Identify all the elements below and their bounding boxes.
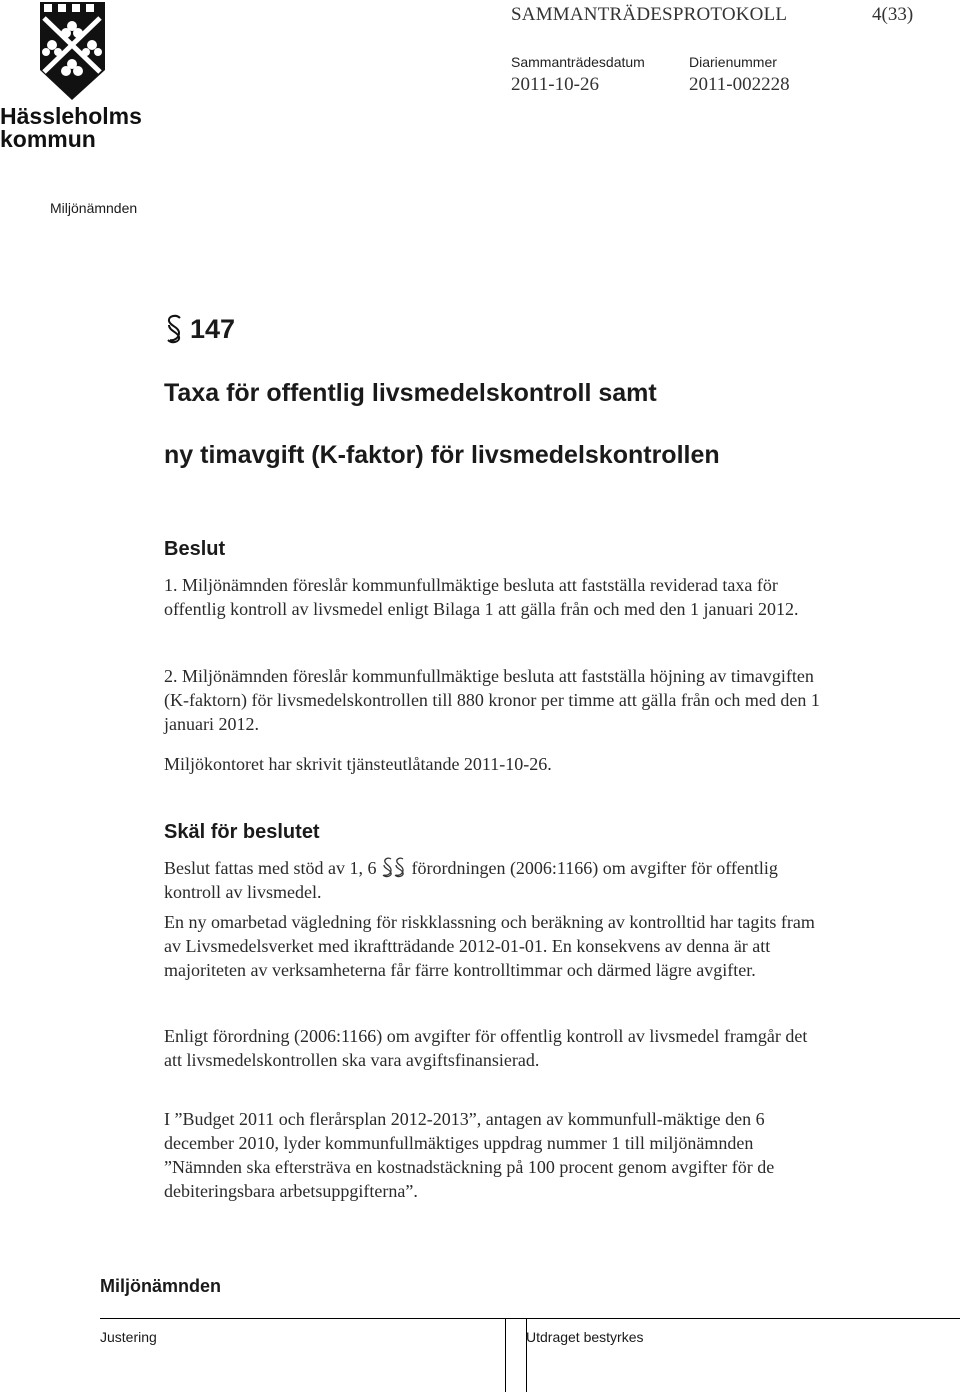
diary-number-value: 2011-002228 <box>689 74 790 95</box>
decision-item-1: 1. Miljönämnden föreslår kommunfullmäktige besluta att fastställa reviderad taxa för offentlig kontroll av livsmedel enligt Bilaga 1 att gälla från och med den 1 januari 2012. <box>164 575 799 619</box>
decision-heading: Beslut <box>164 538 226 560</box>
org-name-line2: kommun <box>0 126 96 152</box>
page-number: 4(33) <box>872 4 914 25</box>
meeting-date-label: Sammanträdesdatum <box>511 54 645 70</box>
reasons-heading: Skäl för beslutet <box>164 821 320 843</box>
reasons-paragraph-1 <box>164 856 824 904</box>
org-name-line1: Hässleholms <box>0 103 142 129</box>
section-title-line1: Taxa för offentlig livsmedelskontroll samt <box>164 379 657 407</box>
reasons-p1-after: förordningen (2006:1166) om avgifter för offentlig kontroll av livsmedel. <box>164 858 778 902</box>
reasons-paragraph-4: I ”Budget 2011 och flerårsplan 2012-2013”, antagen av kommunfull-mäktige den 6 december 2010, lyder kommunfullmäktiges uppdrag nummer 1 till miljönämnden ”Nämnden ska eftersträva en kostnadstäckning på 100 procent genom avgifter för de debiteringsbara arbetsuppgifterna”. <box>164 1109 775 1201</box>
decision-note: Miljökontoret har skrivit tjänsteutlåtande 2011-10-26. <box>164 754 552 774</box>
decision-item-2: 2. Miljönämnden föreslår kommunfullmäktige besluta att fastställa höjning av timavgiften (K-faktorn) för livsmedelskontrollen till 880 kronor per timme att gälla från och med den 1 januari 2012. <box>164 666 820 734</box>
double-section-sign-icon <box>381 857 407 879</box>
reasons-paragraph-2: En ny omarbetad vägledning för riskklassning och beräkning av kontrolltid har tagits fram av Livsmedelsverket med ikraftträdande 2012-01-01. En konsekvens av denna är att majoriteten av verksamheterna får färre kontrolltimmar och därmed lägre avgifter. <box>164 912 815 980</box>
extract-certified-label: Utdraget bestyrkes <box>526 1329 644 1345</box>
section-sign-icon <box>164 314 184 344</box>
diary-number-label: Diarienummer <box>689 54 777 70</box>
reasons-p1-before: Beslut fattas med stöd av 1, 6 <box>164 858 377 878</box>
justering-label: Justering <box>100 1329 157 1345</box>
section-number: 147 <box>190 314 236 344</box>
meeting-date-value: 2011-10-26 <box>511 74 599 95</box>
reasons-paragraph-3: Enligt förordning (2006:1166) om avgifter för offentlig kontroll av livsmedel framgår det att livsmedelskontrollen ska vara avgiftsfinansierad. <box>164 1026 808 1070</box>
section-title-line2: ny timavgift (K-faktor) för livsmedelskontrollen <box>164 441 720 469</box>
document-type: SAMMANTRÄDESPROTOKOLL <box>511 4 788 25</box>
municipality-logo <box>0 0 150 150</box>
justering-box <box>100 1318 506 1392</box>
committee-name: Miljönämnden <box>50 200 138 216</box>
footer-committee-name: Miljönämnden <box>100 1276 221 1296</box>
